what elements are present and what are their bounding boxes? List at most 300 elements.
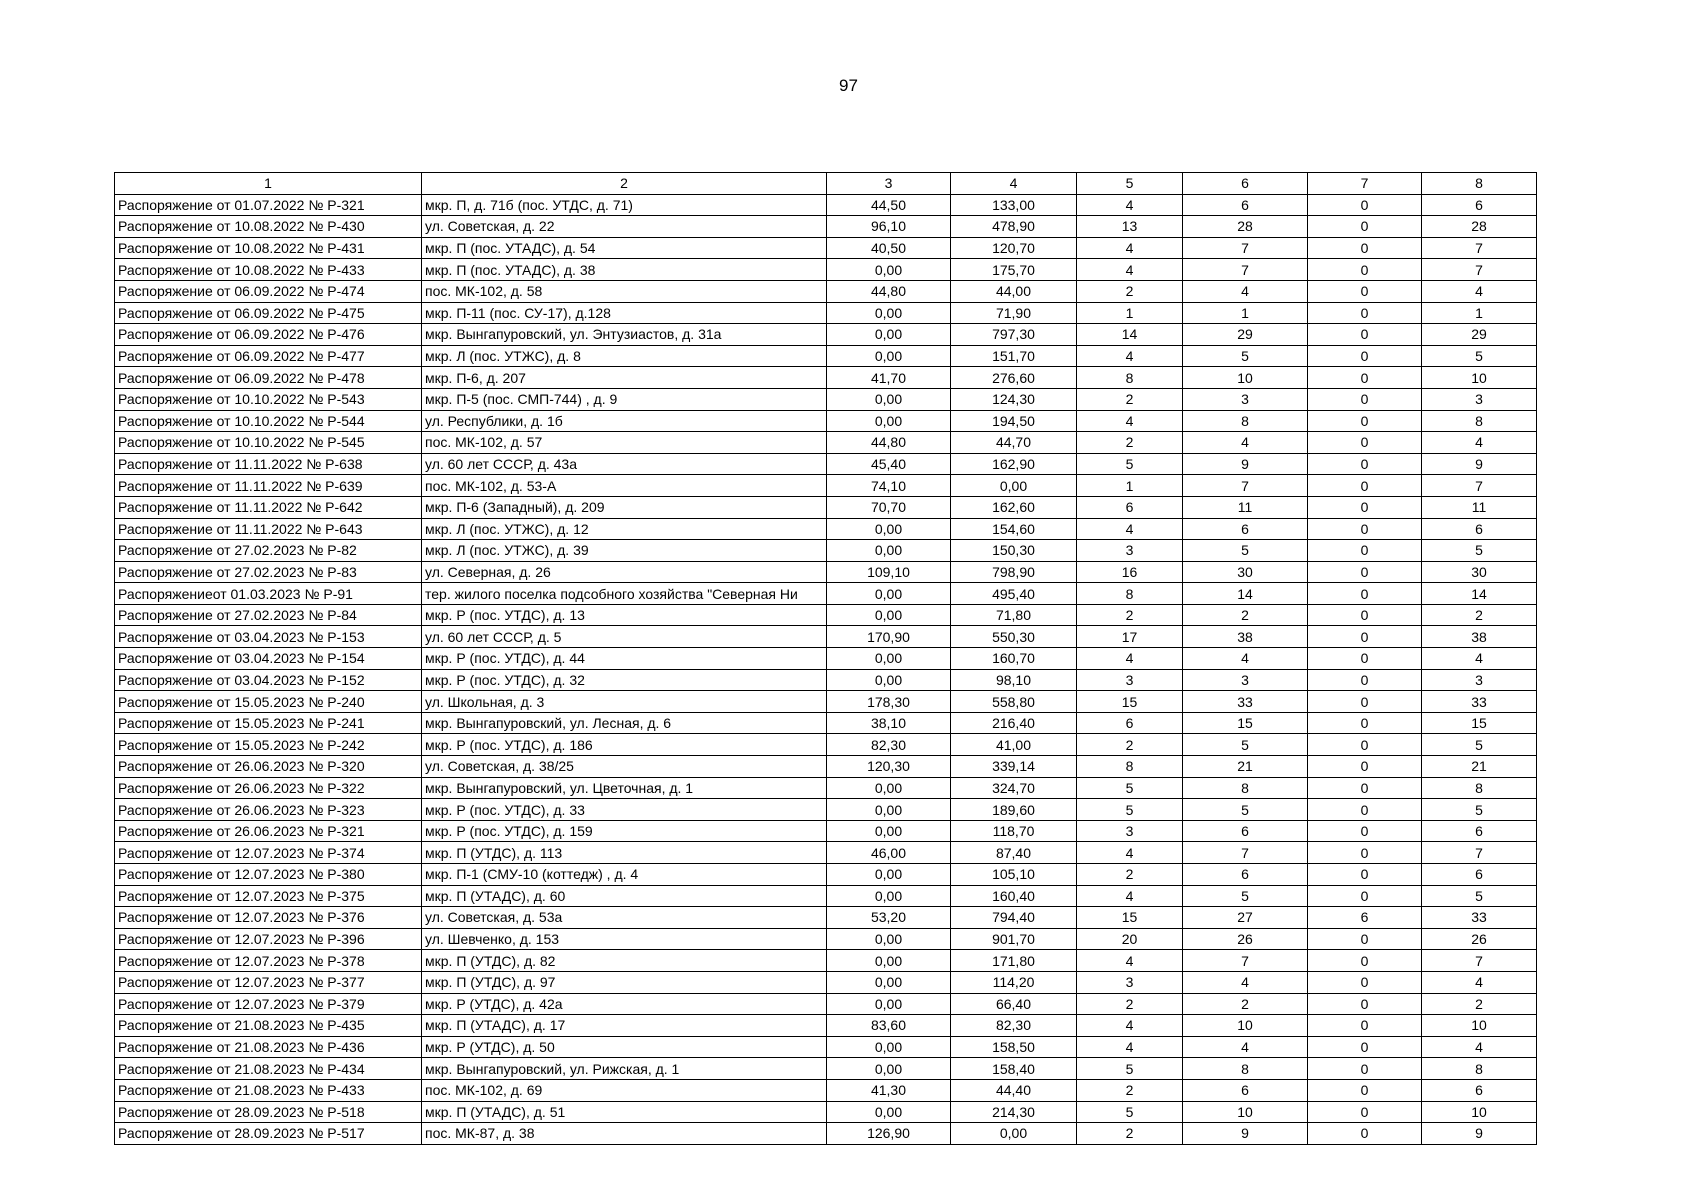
value-cell: 339,14 [951, 756, 1077, 778]
address-cell: мкр. Р (пос. УТДС), д. 159 [422, 820, 827, 842]
value-cell: 550,30 [951, 626, 1077, 648]
value-cell: 175,70 [951, 259, 1077, 281]
count-cell: 4 [1422, 971, 1537, 993]
document-cell: Распоряжение от 21.08.2023 № Р-436 [115, 1036, 422, 1058]
address-cell: мкр. Вынгапуровский, ул. Энтузиастов, д. 31а [422, 324, 827, 346]
count-cell: 5 [1422, 734, 1537, 756]
count-cell: 4 [1077, 345, 1183, 367]
count-cell: 10 [1183, 1015, 1308, 1037]
address-cell: мкр. П-6, д. 207 [422, 367, 827, 389]
count-cell: 2 [1077, 1123, 1183, 1145]
table-row [115, 1123, 1537, 1145]
document-cell: Распоряжение от 06.09.2022 № Р-474 [115, 280, 422, 302]
count-cell: 0 [1308, 928, 1422, 950]
count-cell: 0 [1308, 324, 1422, 346]
count-cell: 15 [1183, 712, 1308, 734]
address-cell: мкр. П (пос. УТАДС), д. 38 [422, 259, 827, 281]
count-cell: 7 [1422, 475, 1537, 497]
count-cell: 3 [1077, 820, 1183, 842]
table-row [115, 324, 1537, 346]
count-cell: 5 [1422, 540, 1537, 562]
value-cell: 0,00 [827, 669, 951, 691]
count-cell: 0 [1308, 388, 1422, 410]
value-cell: 495,40 [951, 583, 1077, 605]
count-cell: 2 [1077, 993, 1183, 1015]
value-cell: 150,30 [951, 540, 1077, 562]
count-cell: 2 [1077, 864, 1183, 886]
table-row [115, 345, 1537, 367]
count-cell: 4 [1077, 1036, 1183, 1058]
value-cell: 46,00 [827, 842, 951, 864]
value-cell: 160,40 [951, 885, 1077, 907]
table-row [115, 691, 1537, 713]
value-cell: 98,10 [951, 669, 1077, 691]
table-row [115, 194, 1537, 216]
count-cell: 0 [1308, 432, 1422, 454]
value-cell: 0,00 [827, 1036, 951, 1058]
table-row [115, 626, 1537, 648]
address-cell: ул. Советская, д. 53а [422, 907, 827, 929]
count-cell: 7 [1183, 237, 1308, 259]
value-cell: 194,50 [951, 410, 1077, 432]
value-cell: 0,00 [827, 885, 951, 907]
count-cell: 4 [1077, 237, 1183, 259]
count-cell: 0 [1308, 345, 1422, 367]
count-cell: 6 [1183, 1079, 1308, 1101]
value-cell: 478,90 [951, 216, 1077, 238]
table-row [115, 518, 1537, 540]
document-cell: Распоряжение от 10.10.2022 № Р-544 [115, 410, 422, 432]
value-cell: 71,90 [951, 302, 1077, 324]
value-cell: 70,70 [827, 496, 951, 518]
value-cell: 0,00 [827, 1058, 951, 1080]
document-cell: Распоряжение от 26.06.2023 № Р-323 [115, 799, 422, 821]
count-cell: 0 [1308, 1123, 1422, 1145]
count-cell: 4 [1422, 648, 1537, 670]
table-row [115, 864, 1537, 886]
count-cell: 11 [1422, 496, 1537, 518]
address-cell: мкр. П-5 (пос. СМП-744) , д. 9 [422, 388, 827, 410]
count-cell: 1 [1077, 302, 1183, 324]
count-cell: 6 [1422, 864, 1537, 886]
table-row [115, 216, 1537, 238]
address-cell: ул. Шевченко, д. 153 [422, 928, 827, 950]
count-cell: 8 [1183, 1058, 1308, 1080]
value-cell: 118,70 [951, 820, 1077, 842]
count-cell: 8 [1422, 1058, 1537, 1080]
count-cell: 0 [1308, 1058, 1422, 1080]
value-cell: 0,00 [827, 648, 951, 670]
table-row [115, 820, 1537, 842]
count-cell: 0 [1308, 410, 1422, 432]
value-cell: 0,00 [827, 345, 951, 367]
header-row [115, 173, 1537, 195]
count-cell: 5 [1077, 453, 1183, 475]
count-cell: 5 [1183, 345, 1308, 367]
value-cell: 71,80 [951, 604, 1077, 626]
count-cell: 3 [1077, 971, 1183, 993]
table-row [115, 669, 1537, 691]
count-cell: 29 [1183, 324, 1308, 346]
count-cell: 8 [1183, 777, 1308, 799]
table-row [115, 1015, 1537, 1037]
address-cell: пос. МК-102, д. 69 [422, 1079, 827, 1101]
value-cell: 794,40 [951, 907, 1077, 929]
table-row [115, 561, 1537, 583]
count-cell: 0 [1308, 1015, 1422, 1037]
table-row [115, 712, 1537, 734]
count-cell: 9 [1422, 453, 1537, 475]
table-row [115, 756, 1537, 778]
table-row [115, 280, 1537, 302]
count-cell: 0 [1308, 453, 1422, 475]
count-cell: 33 [1422, 691, 1537, 713]
address-cell: пос. МК-87, д. 38 [422, 1123, 827, 1145]
value-cell: 82,30 [827, 734, 951, 756]
count-cell: 0 [1308, 993, 1422, 1015]
count-cell: 6 [1183, 864, 1308, 886]
value-cell: 41,00 [951, 734, 1077, 756]
count-cell: 26 [1422, 928, 1537, 950]
document-cell: Распоряжение от 26.06.2023 № Р-320 [115, 756, 422, 778]
table-row [115, 388, 1537, 410]
value-cell: 114,20 [951, 971, 1077, 993]
value-cell: 41,30 [827, 1079, 951, 1101]
page-number: 97 [839, 76, 858, 95]
value-cell: 66,40 [951, 993, 1077, 1015]
document-cell: Распоряжение от 06.09.2022 № Р-475 [115, 302, 422, 324]
document-cell: Распоряжение от 27.02.2023 № Р-82 [115, 540, 422, 562]
count-cell: 0 [1308, 626, 1422, 648]
count-cell: 2 [1077, 388, 1183, 410]
value-cell: 44,00 [951, 280, 1077, 302]
value-cell: 0,00 [827, 864, 951, 886]
value-cell: 105,10 [951, 864, 1077, 886]
column-header: 3 [827, 173, 951, 195]
table-row [115, 1101, 1537, 1123]
data-table [114, 172, 1537, 1145]
value-cell: 0,00 [827, 950, 951, 972]
count-cell: 6 [1183, 820, 1308, 842]
count-cell: 3 [1077, 540, 1183, 562]
count-cell: 5 [1183, 734, 1308, 756]
count-cell: 2 [1422, 604, 1537, 626]
table-row [115, 842, 1537, 864]
value-cell: 41,70 [827, 367, 951, 389]
count-cell: 0 [1308, 367, 1422, 389]
count-cell: 4 [1183, 648, 1308, 670]
count-cell: 5 [1422, 345, 1537, 367]
count-cell: 0 [1308, 259, 1422, 281]
count-cell: 8 [1422, 410, 1537, 432]
count-cell: 3 [1183, 388, 1308, 410]
count-cell: 6 [1308, 907, 1422, 929]
value-cell: 0,00 [951, 475, 1077, 497]
count-cell: 29 [1422, 324, 1537, 346]
count-cell: 0 [1308, 237, 1422, 259]
value-cell: 53,20 [827, 907, 951, 929]
column-header: 4 [951, 173, 1077, 195]
value-cell: 45,40 [827, 453, 951, 475]
count-cell: 15 [1077, 907, 1183, 929]
table-row [115, 432, 1537, 454]
table-row [115, 648, 1537, 670]
count-cell: 7 [1183, 259, 1308, 281]
address-cell: мкр. П-6 (Западный), д. 209 [422, 496, 827, 518]
count-cell: 5 [1077, 1058, 1183, 1080]
count-cell: 0 [1308, 1036, 1422, 1058]
value-cell: 158,40 [951, 1058, 1077, 1080]
count-cell: 8 [1183, 410, 1308, 432]
address-cell: пос. МК-102, д. 53-А [422, 475, 827, 497]
count-cell: 27 [1183, 907, 1308, 929]
count-cell: 2 [1183, 993, 1308, 1015]
document-cell: Распоряжение от 12.07.2023 № Р-377 [115, 971, 422, 993]
count-cell: 0 [1308, 1101, 1422, 1123]
address-cell: мкр. Л (пос. УТЖС), д. 39 [422, 540, 827, 562]
count-cell: 0 [1308, 691, 1422, 713]
document-cell: Распоряжение от 12.07.2023 № Р-380 [115, 864, 422, 886]
document-cell: Распоряжение от 28.09.2023 № Р-517 [115, 1123, 422, 1145]
value-cell: 44,80 [827, 280, 951, 302]
count-cell: 5 [1422, 799, 1537, 821]
count-cell: 2 [1077, 280, 1183, 302]
column-header: 6 [1183, 173, 1308, 195]
value-cell: 0,00 [827, 410, 951, 432]
count-cell: 0 [1308, 475, 1422, 497]
table-row [115, 604, 1537, 626]
column-header: 8 [1422, 173, 1537, 195]
address-cell: мкр. П (УТАДС), д. 51 [422, 1101, 827, 1123]
count-cell: 10 [1422, 1015, 1537, 1037]
address-cell: ул. Северная, д. 26 [422, 561, 827, 583]
count-cell: 0 [1308, 216, 1422, 238]
document-cell: Распоряжение от 10.10.2022 № Р-545 [115, 432, 422, 454]
count-cell: 4 [1183, 432, 1308, 454]
address-cell: мкр. П-11 (пос. СУ-17), д.128 [422, 302, 827, 324]
value-cell: 0,00 [827, 583, 951, 605]
count-cell: 0 [1308, 583, 1422, 605]
count-cell: 0 [1308, 194, 1422, 216]
value-cell: 324,70 [951, 777, 1077, 799]
count-cell: 14 [1077, 324, 1183, 346]
count-cell: 4 [1183, 1036, 1308, 1058]
document-cell: Распоряжение от 11.11.2022 № Р-642 [115, 496, 422, 518]
count-cell: 5 [1422, 885, 1537, 907]
column-header: 7 [1308, 173, 1422, 195]
address-cell: мкр. П-1 (СМУ-10 (коттедж) , д. 4 [422, 864, 827, 886]
address-cell: мкр. П (УТДС), д. 97 [422, 971, 827, 993]
document-cell: Распоряжение от 03.04.2023 № Р-152 [115, 669, 422, 691]
count-cell: 0 [1308, 604, 1422, 626]
document-cell: Распоряжение от 03.04.2023 № Р-154 [115, 648, 422, 670]
count-cell: 4 [1183, 280, 1308, 302]
count-cell: 6 [1422, 820, 1537, 842]
value-cell: 0,00 [827, 259, 951, 281]
count-cell: 0 [1308, 734, 1422, 756]
document-cell: Распоряжение от 11.11.2022 № Р-643 [115, 518, 422, 540]
count-cell: 4 [1422, 1036, 1537, 1058]
count-cell: 2 [1422, 993, 1537, 1015]
count-cell: 8 [1077, 583, 1183, 605]
count-cell: 10 [1422, 1101, 1537, 1123]
count-cell: 4 [1077, 950, 1183, 972]
table-row [115, 885, 1537, 907]
value-cell: 38,10 [827, 712, 951, 734]
value-cell: 154,60 [951, 518, 1077, 540]
count-cell: 1 [1183, 302, 1308, 324]
value-cell: 178,30 [827, 691, 951, 713]
value-cell: 0,00 [827, 971, 951, 993]
count-cell: 11 [1183, 496, 1308, 518]
document-cell: Распоряжение от 15.05.2023 № Р-241 [115, 712, 422, 734]
value-cell: 82,30 [951, 1015, 1077, 1037]
count-cell: 5 [1077, 1101, 1183, 1123]
count-cell: 38 [1183, 626, 1308, 648]
count-cell: 0 [1308, 820, 1422, 842]
count-cell: 0 [1308, 842, 1422, 864]
address-cell: пос. МК-102, д. 58 [422, 280, 827, 302]
count-cell: 38 [1422, 626, 1537, 648]
count-cell: 14 [1422, 583, 1537, 605]
table-row [115, 993, 1537, 1015]
count-cell: 6 [1422, 194, 1537, 216]
address-cell: ул. Советская, д. 38/25 [422, 756, 827, 778]
count-cell: 0 [1308, 648, 1422, 670]
count-cell: 4 [1183, 971, 1308, 993]
count-cell: 4 [1077, 518, 1183, 540]
count-cell: 16 [1077, 561, 1183, 583]
value-cell: 797,30 [951, 324, 1077, 346]
count-cell: 5 [1183, 885, 1308, 907]
address-cell: тер. жилого поселка подсобного хозяйства "Северная Ни [422, 583, 827, 605]
count-cell: 30 [1422, 561, 1537, 583]
document-cell: Распоряжение от 27.02.2023 № Р-84 [115, 604, 422, 626]
count-cell: 2 [1077, 604, 1183, 626]
document-cell: Распоряжение от 06.09.2022 № Р-478 [115, 367, 422, 389]
count-cell: 33 [1422, 907, 1537, 929]
count-cell: 6 [1422, 1079, 1537, 1101]
count-cell: 3 [1422, 388, 1537, 410]
address-cell: ул. Республики, д. 1б [422, 410, 827, 432]
value-cell: 120,70 [951, 237, 1077, 259]
count-cell: 4 [1077, 648, 1183, 670]
value-cell: 96,10 [827, 216, 951, 238]
value-cell: 189,60 [951, 799, 1077, 821]
value-cell: 151,70 [951, 345, 1077, 367]
count-cell: 10 [1183, 1101, 1308, 1123]
document-cell: Распоряжение от 06.09.2022 № Р-477 [115, 345, 422, 367]
count-cell: 4 [1422, 432, 1537, 454]
value-cell: 216,40 [951, 712, 1077, 734]
value-cell: 83,60 [827, 1015, 951, 1037]
count-cell: 0 [1308, 971, 1422, 993]
address-cell: мкр. Р (УТДС), д. 50 [422, 1036, 827, 1058]
value-cell: 901,70 [951, 928, 1077, 950]
value-cell: 214,30 [951, 1101, 1077, 1123]
count-cell: 4 [1077, 194, 1183, 216]
document-cell: Распоряжение от 10.08.2022 № Р-431 [115, 237, 422, 259]
value-cell: 158,50 [951, 1036, 1077, 1058]
count-cell: 6 [1183, 518, 1308, 540]
count-cell: 8 [1077, 756, 1183, 778]
count-cell: 4 [1077, 259, 1183, 281]
count-cell: 4 [1077, 1015, 1183, 1037]
count-cell: 6 [1077, 496, 1183, 518]
value-cell: 40,50 [827, 237, 951, 259]
value-cell: 0,00 [827, 928, 951, 950]
count-cell: 15 [1077, 691, 1183, 713]
column-header: 1 [115, 173, 422, 195]
count-cell: 7 [1422, 259, 1537, 281]
value-cell: 0,00 [827, 799, 951, 821]
count-cell: 7 [1422, 842, 1537, 864]
count-cell: 1 [1422, 302, 1537, 324]
count-cell: 0 [1308, 518, 1422, 540]
value-cell: 162,90 [951, 453, 1077, 475]
address-cell: мкр. П (УТДС), д. 82 [422, 950, 827, 972]
count-cell: 17 [1077, 626, 1183, 648]
count-cell: 14 [1183, 583, 1308, 605]
count-cell: 26 [1183, 928, 1308, 950]
value-cell: 0,00 [827, 777, 951, 799]
count-cell: 8 [1422, 777, 1537, 799]
count-cell: 30 [1183, 561, 1308, 583]
address-cell: мкр. Р (пос. УТДС), д. 13 [422, 604, 827, 626]
count-cell: 6 [1422, 518, 1537, 540]
value-cell: 558,80 [951, 691, 1077, 713]
document-cell: Распоряжение от 15.05.2023 № Р-240 [115, 691, 422, 713]
count-cell: 7 [1183, 950, 1308, 972]
table-row [115, 496, 1537, 518]
value-cell: 44,70 [951, 432, 1077, 454]
address-cell: мкр. Л (пос. УТЖС), д. 12 [422, 518, 827, 540]
document-cell: Распоряжение от 21.08.2023 № Р-433 [115, 1079, 422, 1101]
address-cell: мкр. П (УТАДС), д. 17 [422, 1015, 827, 1037]
document-cell: Распоряжение от 12.07.2023 № Р-379 [115, 993, 422, 1015]
table-row [115, 302, 1537, 324]
document-cell: Распоряжение от 12.07.2023 № Р-375 [115, 885, 422, 907]
count-cell: 8 [1077, 367, 1183, 389]
count-cell: 9 [1183, 453, 1308, 475]
count-cell: 10 [1422, 367, 1537, 389]
count-cell: 4 [1077, 885, 1183, 907]
value-cell: 120,30 [827, 756, 951, 778]
value-cell: 126,90 [827, 1123, 951, 1145]
count-cell: 28 [1183, 216, 1308, 238]
table-row [115, 928, 1537, 950]
document-cell: Распоряжение от 11.11.2022 № Р-638 [115, 453, 422, 475]
document-cell: Распоряжение от 12.07.2023 № Р-374 [115, 842, 422, 864]
value-cell: 87,40 [951, 842, 1077, 864]
table-row [115, 475, 1537, 497]
value-cell: 44,80 [827, 432, 951, 454]
value-cell: 0,00 [827, 388, 951, 410]
document-cell: Распоряжение от 26.06.2023 № Р-321 [115, 820, 422, 842]
count-cell: 13 [1077, 216, 1183, 238]
count-cell: 28 [1422, 216, 1537, 238]
count-cell: 1 [1077, 475, 1183, 497]
document-cell: Распоряжение от 12.07.2023 № Р-396 [115, 928, 422, 950]
count-cell: 0 [1308, 1079, 1422, 1101]
address-cell: ул. Советская, д. 22 [422, 216, 827, 238]
value-cell: 109,10 [827, 561, 951, 583]
document-cell: Распоряжение от 21.08.2023 № Р-435 [115, 1015, 422, 1037]
count-cell: 3 [1183, 669, 1308, 691]
value-cell: 44,40 [951, 1079, 1077, 1101]
value-cell: 798,90 [951, 561, 1077, 583]
value-cell: 0,00 [827, 604, 951, 626]
